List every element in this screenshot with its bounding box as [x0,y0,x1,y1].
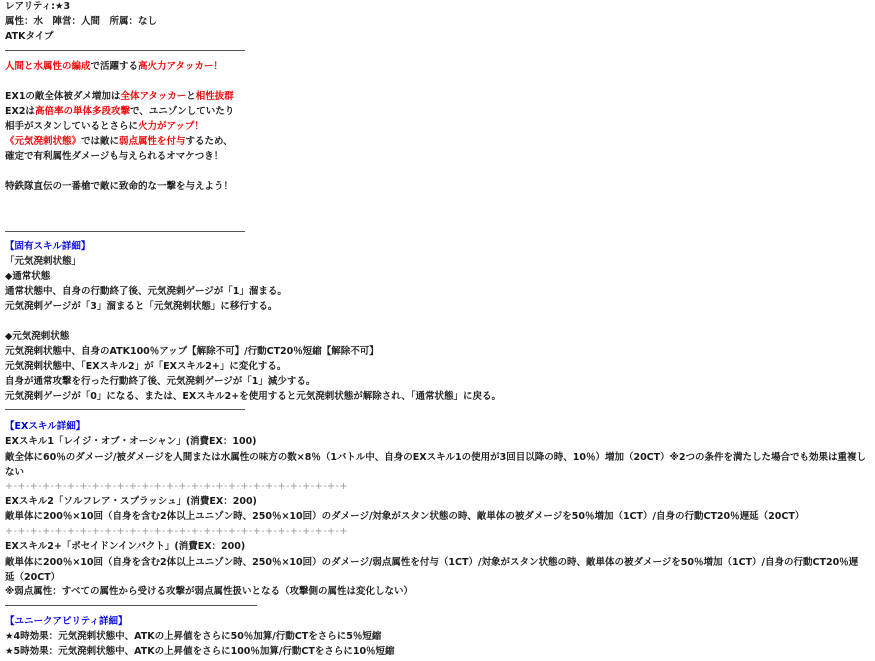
intro-line-3 [5,120,204,134]
intro-line-4 [5,135,233,149]
ex2-title: EXスキル2「ソルフレア・スプラッシュ」(消費EX：200) [5,496,257,507]
intro-l3-a: 相手がスタンしているとさらに [5,121,139,132]
intro-l2-c: で、ユニゾンしていたり [129,106,235,117]
intro-l1-a: EX1の敵全体被ダメ増加は [5,91,121,102]
dotted-divider: +-+-+-+-+-+-+-+-+-+-+-+-+-+-+-+-+-+-+-+-+-+-+-+-+-+-+-+ [5,481,348,492]
ex2plus-title: EXスキル2+「ポセイドンインパクト」(消費EX：200) [5,541,246,552]
divider [5,605,257,606]
tagline [5,60,223,74]
intro-l1-d: 相性抜群 [195,91,234,102]
divider [5,231,245,232]
intro-line-1 [5,90,234,104]
divider [5,50,245,51]
normal-state-line-1: 通常状態中、自身の行動終了後、元気溌剌ゲージが「1」溜まる。 [5,286,287,297]
tagline-2: で活躍する [90,61,139,72]
unique-ability-heading: 【ユニークアビリティ詳細】 [5,616,128,627]
divider [5,409,245,410]
genki-state-line-4: 元気溌剌ゲージが「0」になる、または、EXスキル2+を使用すると元気溌剌状態が解除され、「通常状態」に戻る。 [5,391,502,402]
intro-line-2 [5,105,234,119]
genki-state-line-1: 元気溌剌状態中、自身のATK100％アップ【解除不可】/行動CT20％短縮【解除不可】 [5,346,379,357]
dotted-divider: +-+-+-+-+-+-+-+-+-+-+-+-+-+-+-+-+-+-+-+-+-+-+-+-+-+-+-+ [5,526,348,537]
intro-l4-c: 弱点属性を付与 [119,136,186,147]
intro-line-6: 特鉄隊直伝の一番槍で敵に致命的な一撃を与えよう！ [5,181,234,192]
intro-l4-d: するため、 [185,136,233,147]
genki-state-heading: ◆元気溌剌状態 [5,331,70,342]
genki-state-line-2: 元気溌剌状態中、「EXスキル2」が「EXスキル2+」に変化する。 [5,361,287,372]
type-line: ATKタイプ [5,31,54,42]
ex1-title: EXスキル1「レイジ・オブ・オーシャン」(消費EX：100) [5,436,257,447]
intro-l2-a: EX2は [5,106,35,117]
attributes-line: 属性：水 陣営：人間 所属：なし [5,16,158,27]
tagline-red-3: 高火力アタッカー！ [138,61,223,72]
weak-point-note: ※弱点属性：すべての属性から受ける攻撃が弱点属性扱いとなる（攻撃側の属性は変化しない） [5,586,414,597]
star4-effect: ★4時効果：元気溌剌状態中、ATKの上昇値をさらに50％加算/行動CTをさらに5％短縮 [5,631,382,642]
tagline-red-1: 人間と水属性の編成 [5,61,91,72]
star5-effect: ★5時効果：元気溌剌状態中、ATKの上昇値をさらに100％加算/行動CTをさらに10％短縮 [5,646,395,657]
intro-l1-c: と [186,91,196,102]
intro-l3-b: 火力がアップ！ [138,121,204,132]
unique-skill-heading: 【固有スキル詳細】 [5,241,91,252]
ex1-description: 敵全体に60％のダメージ/被ダメージを人間または水属性の味方の数×8％（1バトル中、自身のEXスキル1の使用が3回目以降の時、10％）増加（20CT）※2つの条件を満たした場合でも効果は重複しない [5,452,866,478]
intro-l1-b: 全体アタッカー [120,91,187,102]
intro-l2-b: 高倍率の単体多段攻撃 [34,106,130,117]
genki-state-line-3: 自身が通常攻撃を行った行動終了後、元気溌剌ゲージが「1」減少する。 [5,376,316,387]
rarity-line: レアリティ:★3 [5,1,71,12]
normal-state-line-2: 元気溌剌ゲージが「3」溜まると「元気溌剌状態」に移行する。 [5,301,278,312]
ex2plus-description: 敵単体に200％×10回（自身を含む2体以上ユニゾン時、250％×10回）のダメージ/弱点属性を付与（1CT）/対象がスタン状態の時、敵単体の被ダメージを50％増加（1CT）/自身の行動CT20％遅延（20CT） [5,557,859,583]
ex-skill-heading: 【EXスキル詳細】 [5,421,86,432]
normal-state-heading: ◆通常状態 [5,271,51,282]
unique-skill-name: 「元気溌剌状態」 [5,256,82,267]
intro-l4-b: では敵に [81,136,120,147]
ex2-description: 敵単体に200％×10回（自身を含む2体以上ユニゾン時、250％×10回）のダメージ/対象がスタン状態の時、敵単体の被ダメージを50％増加（1CT）/自身の行動CT20％遅延（20CT） [5,511,805,522]
intro-line-5: 確定で有利属性ダメージも与えられるオマケつき！ [5,151,224,162]
intro-l4-a: 《元気溌剌状態》 [5,136,82,147]
